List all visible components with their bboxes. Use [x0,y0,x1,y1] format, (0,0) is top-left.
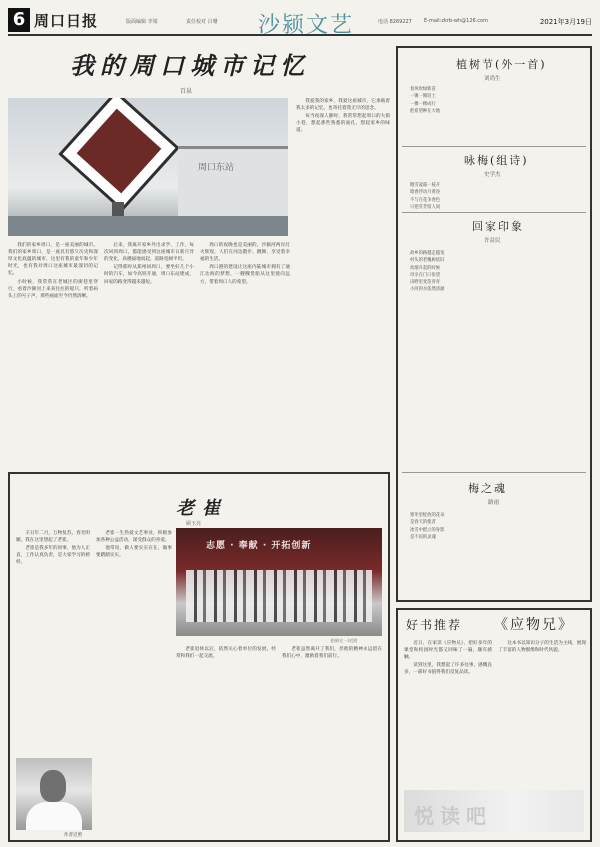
phone: 电话 8269227 [378,19,412,25]
poem-line: 田野里麦苗青青 [410,280,441,286]
poem-line: 暗香浮动月黄昏 [410,190,441,196]
reading-banner-text: 悦读吧 [414,804,492,828]
book-review-column-2 [498,640,586,784]
poem-line: 母亲在门口张望 [410,272,441,278]
portrait-caption: 作者近照 [64,833,82,838]
poem-line: 一棵一棵成行 [410,101,436,107]
book-review-column-1 [404,640,492,784]
divider [402,472,586,473]
masthead [8,6,592,36]
section-title: 沙颍文艺 [258,13,355,38]
poem-line: 是春天的使者 [410,520,436,526]
poem-title: 植树节(外一首) [456,58,547,71]
poem-line: 寒冬里绽放的花朵 [410,513,445,518]
poem-line: 小河的水依然清澈 [410,287,445,293]
proofreader: 责任校对 吕珊 [186,19,218,25]
main-article-photo [8,98,288,236]
book-section-heading: 好书推荐 [406,618,463,632]
paragraph: 老崔是我多年的同事，他为人正直，工作认真负责，是大家学习的榜样。 [16,546,90,566]
paragraph: 辛丑年二月，万物复苏，春光明媚。我在这里想起了老崔。 [16,531,90,544]
paragraph: 后来，我离开家乡外出求学、工作，每次回到周口，都能感受到这座城市日新月异的变化，高楼拔地而起，道路宽阔平坦。 [104,243,194,263]
poem-title: 回家印象 [472,220,524,233]
author-portrait [16,758,92,830]
poem-author: 史学杰 [484,172,501,178]
poem-line: 村头的老槐树依旧 [410,258,445,264]
poem-line: 把希望种在大地 [410,108,441,114]
poem-author: 许益民 [484,238,501,244]
divider [402,212,586,213]
cube-sculpture [58,98,179,212]
portrait-body [26,802,82,830]
second-article-column-1 [16,530,90,754]
station-building [178,146,288,216]
paragraph: 近日，在家读《应物兄》，把好多年的课堂和校园时光都又回味了一遍，颇有感触。 [404,641,492,661]
main-article-column-2 [104,242,194,464]
photo-banner: 志愿 · 奉献 · 开拓创新 [206,541,312,551]
second-article-column-4 [282,646,382,836]
paragraph: 读到这里，我想起了许多往事，感慨良多，一部好书值得我们反复品读。 [404,663,492,676]
main-article-column-1 [8,242,98,464]
paper-name: 周口日报 [34,12,99,30]
page-number: 6 [8,8,30,32]
portrait-face [40,770,66,802]
paragraph: 老崔一生热爱文艺事业，积极参加各种公益活动，深受群众的喜爱。 [96,531,172,544]
poem-author: 路雨 [488,500,500,506]
paragraph: 这本书以知识分子的生活为主线，展现了丰富的人物群像和时代风貌。 [498,641,586,654]
email: E-mail:zkrb-wh@126.com [424,18,488,24]
paragraph: 小时候，我常常在老城区的街巷里穿行，看着沙颍河上来来往往的船只，听着码头上的号子声，那些画面至今仍然清晰。 [8,279,98,299]
issue-date: 2021年3月19日 [539,18,592,26]
paragraph: 老崔退休以后，依然关心着单位的发展，经常和我们一起交流。 [176,647,276,660]
paragraph: 记得那时从郑州回周口，要坐好几个小时的汽车，如今高铁开通，周口东站建成，回家的路变得越来越短。 [104,265,194,285]
main-article-title: 我的周口城市记忆 [70,51,310,80]
poem-line: 是不屈的灵魂 [410,534,436,540]
paragraph: 我爱我的家乡，我爱这座城市，它承载着我太多的记忆，也寄托着我无尽的思念。 [296,99,390,112]
poem-line: 冰雪中挺立的身影 [410,527,445,533]
editor: 版面编辑 李梁 [126,19,158,25]
second-article-byline: 顾玉亮 [186,521,202,527]
poem-author: 刘尚生 [484,76,501,82]
poem-line: 傲雪凌霜一枝开 [410,183,441,188]
main-article-column-top [296,98,390,238]
station-sign: 周口东站 [198,163,235,173]
second-article-column-2 [96,530,172,830]
group-photo-caption: 老崔(左一)近照 [330,638,358,643]
group-photo [176,528,382,636]
poem-line: 故乡的路越走越宽 [410,251,445,256]
second-article-title: 老崔 [176,498,228,519]
paragraph: 每当夜深人静时，我常常想起周口的大街小巷，想起那些熟悉的面孔，想起家乡的味道。 [296,114,390,134]
paragraph: 他常说，做人要实实在在，做事要踏踏实实。 [96,546,172,559]
poem-lines [410,86,586,115]
poem-lines [410,182,586,211]
poem-lines [410,250,586,294]
paragraph: 周口的夜晚也是美丽的，沙颍河两岸灯火辉煌，人们在河边散步、跳舞，享受着幸福的生活。 [200,243,290,263]
book-title: 《应物兄》 [494,617,574,633]
paragraph: 老崔虽然离开了我们，但他的精神永远留在我们心中，激励着我们前行。 [282,647,382,660]
main-article-byline: 百泉 [180,88,193,95]
main-article-column-3 [200,242,290,464]
poem-line: 春风吹绿新苗 [410,87,436,92]
paragraph: 周口港的建设让这座内陆城市拥有了通江达海的梦想，一艘艘货船从这里驶向远方，带着周口人的希望。 [200,265,290,285]
divider [402,146,586,147]
poem-line: 只把芬芳留人间 [410,204,441,210]
paragraph: 我们的家乡周口，是一座美丽的城市。我们的家乡周口，是一座具有悠久历史和深厚文化底蕴的城市，这里有我的童年和少年时光，也有我对周口这座城市最深切的记忆。 [8,243,98,277]
poem-title: 梅之魂 [468,482,507,495]
photo-people [186,570,372,622]
poem-title: 咏梅(组诗) [464,154,529,167]
poem-line: 不与百花争春色 [410,197,441,203]
poem-line: 炊烟升起的时候 [410,265,441,271]
photo-ground [8,216,288,236]
second-article-column-3 [176,646,276,836]
poem-lines [410,512,586,541]
poem-line: 一锹一锹培土 [410,94,436,100]
